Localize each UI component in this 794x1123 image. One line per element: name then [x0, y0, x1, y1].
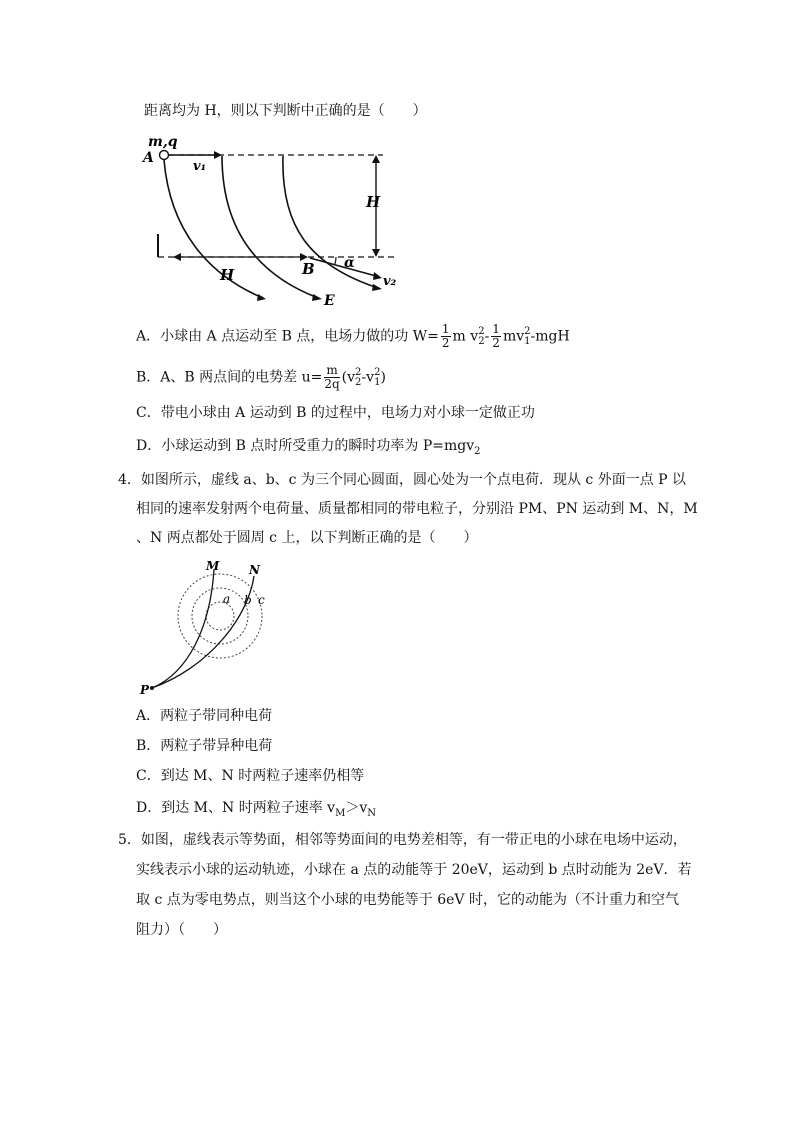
label-M: M — [206, 559, 220, 573]
fraction-half: $\frac{1}{2}$ — [441, 322, 450, 350]
q3-option-a-prefix: A．小球由 A 点运动至 B 点，电场力做的功 W= — [136, 328, 439, 345]
label-c: c — [258, 593, 265, 607]
fraction-m-2q: $\frac{m}{2q}$ — [324, 363, 340, 391]
label-v1: v₁ — [193, 159, 207, 174]
q4-option-b: B．两粒子带异种电荷 — [136, 738, 273, 754]
q3-option-b: B．A、B 两点间的电势差 u= $\frac{m}{2q}$ (v 2 2 -v 2 1 ) — [136, 363, 386, 391]
fraction-half-2: $\frac{1}{2}$ — [492, 322, 500, 350]
q5-line-1: 5．如图，虚线表示等势面，相邻等势面间的电势差相等，有一带正电的小球在电场中运动， — [118, 832, 687, 848]
q4-option-d: D．到达 M、N 时两粒子速率 $v_M>v_N$ — [136, 800, 376, 819]
q3-intro: 距离均为 H，则以下判断中正确的是（ ） — [144, 103, 427, 119]
q3-figure — [138, 130, 408, 310]
label-alpha: α — [344, 255, 355, 271]
q4-line-3: 、N 两点都处于圆周 c 上，以下判断正确的是（ ） — [136, 530, 478, 546]
q5-line-3: 取 c 点为零电势点，则当这个小球的电势能等于 6eV 时，它的动能为（不计重力和空气 — [136, 892, 679, 908]
q5-line-4: 阻力）（ ） — [136, 922, 227, 938]
q4-figure — [138, 558, 278, 698]
q4-line-2: 相同的速率发射两个电荷量、质量都相同的带电粒子，分别沿 PM、PN 运动到 M、N，M — [136, 501, 698, 517]
q3-option-c: C．带电小球由 A 运动到 B 的过程中，电场力对小球一定做正功 — [136, 405, 535, 421]
label-B: B — [302, 260, 315, 278]
label-a: a — [223, 592, 231, 606]
q4-line-1: 4．如图所示，虚线 a、b、c 为三个同心圆面，圆心处为一个点电荷．现从 c 外面一点 P 以 — [118, 472, 687, 488]
label-P: P — [140, 683, 150, 697]
label-v2: v₂ — [383, 274, 397, 289]
q4-option-c: C．到达 M、N 时两粒子速率仍相等 — [136, 768, 365, 784]
q4-option-a: A．两粒子带同种电荷 — [136, 708, 273, 724]
q3-option-d: D．小球运动到 B 点时所受重力的瞬时功率为 P=mgv$_2$ — [136, 438, 481, 457]
label-H-vert: H — [366, 193, 381, 211]
label-N: N — [249, 563, 260, 577]
label-A: A — [143, 150, 154, 166]
label-b: b — [244, 593, 252, 607]
label-mq: m,q — [148, 134, 178, 150]
label-E: E — [324, 293, 335, 309]
q3-option-a: A．小球由 A 点运动至 B 点，电场力做的功 W= $\frac{1}{2}$ m v 2 2 - $\frac{1}{2}$ mv 2 1 -mgH — [136, 322, 570, 350]
label-H-horiz: H — [220, 266, 235, 284]
q5-line-2: 实线表示小球的运动轨迹，小球在 a 点的动能等于 20eV，运动到 b 点时动能为 2eV．若 — [136, 862, 692, 878]
